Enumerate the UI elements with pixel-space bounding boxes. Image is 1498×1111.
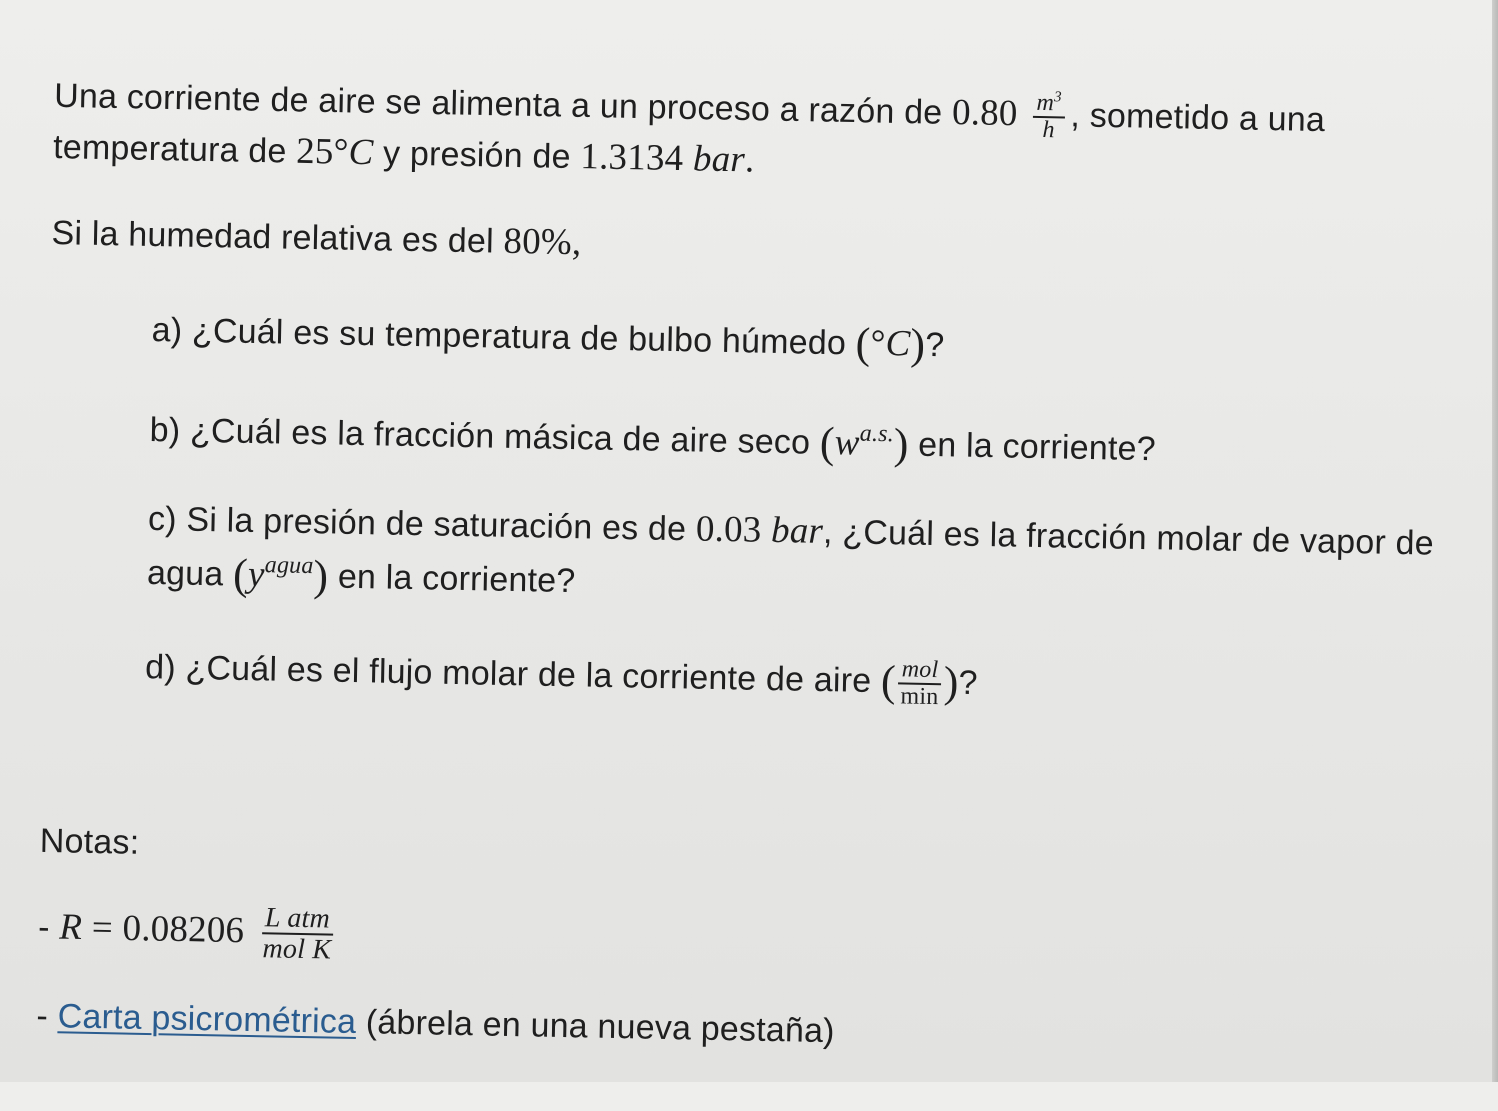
equals-sign: =: [91, 907, 114, 949]
flow-value: 0.80: [951, 91, 1018, 135]
intro-text-post: , sometido a una: [1070, 96, 1326, 140]
pressure-value: 1.3134: [579, 136, 684, 180]
mole-fraction-symbol: y: [247, 553, 265, 596]
question-b-text: b) ¿Cuál es la fracción másica de aire seco: [149, 410, 811, 462]
molar-flow-denominator: min: [900, 683, 939, 711]
humidity-line: [51, 213, 582, 263]
humidity-label: Si la humedad relativa es del: [51, 214, 495, 261]
gas-constant-line: [38, 899, 342, 966]
temperature-unit: C: [348, 131, 374, 174]
humidity-value: 80%: [503, 220, 573, 264]
mole-fraction-superscript: agua: [264, 552, 314, 580]
flow-unit-numerator: $m^3$: [1033, 90, 1065, 119]
question-c-mid: , ¿Cuál es la fracción molar de vapor de: [822, 512, 1435, 563]
degree-symbol: °: [870, 322, 886, 365]
question-c-line-2: agua $(y^{agua})$ en la corriente?: [146, 549, 576, 601]
question-a-text: a) ¿Cuál es su temperatura de bulbo húmedo: [151, 310, 847, 363]
question-c-end: en la corriente?: [337, 557, 576, 601]
molar-flow-unit-fraction: [897, 657, 942, 710]
psychrometric-chart-link[interactable]: Carta psicrométrica: [57, 997, 357, 1042]
mass-fraction-superscript: a.s.: [859, 420, 895, 448]
question-b-end: en la corriente?: [917, 425, 1157, 469]
comma: ,: [571, 222, 582, 264]
saturation-pressure-unit: bar: [770, 509, 824, 552]
gas-constant-value: 0.08206: [122, 907, 245, 952]
notes-heading: Notas:: [39, 821, 140, 862]
bullet-dash: -: [37, 908, 51, 947]
question-a-unit: C: [885, 323, 911, 365]
pressure-label: y presión de: [382, 134, 572, 176]
question-mark: ?: [924, 325, 945, 365]
question-c-agua: agua: [146, 553, 224, 594]
flow-unit-fraction: [1033, 90, 1065, 144]
period: .: [744, 139, 755, 181]
molar-flow-numerator: mol: [898, 657, 941, 685]
question-c-text: c) Si la presión de saturación es de: [147, 499, 687, 549]
monitor-bezel: [1492, 0, 1498, 1082]
question-d: d) ¿Cuál es el flujo molar de la corriente de aire ( $\frac{\text{mol}}{\min}$ )?: [144, 648, 979, 711]
question-d-text: d) ¿Cuál es el flujo molar de la corriente de aire: [144, 648, 872, 701]
pressure-unit: bar: [692, 138, 746, 181]
flow-unit-denominator: h: [1042, 117, 1055, 144]
chart-link-note: (ábrela en una nueva pestaña): [365, 1003, 836, 1051]
chart-link-line: [36, 996, 835, 1051]
mass-fraction-symbol: w: [834, 422, 860, 464]
question-c-line-1: [148, 499, 1435, 564]
saturation-pressure-value: 0.03: [695, 508, 762, 551]
gas-constant-symbol: R: [59, 906, 83, 949]
gas-constant-numerator: L atm: [262, 903, 334, 936]
gas-constant-unit-fraction: [259, 903, 335, 965]
gas-constant-denominator: mol K: [262, 933, 332, 966]
question-mark-d: ?: [958, 663, 979, 703]
question-b: b) ¿Cuál es la fracción másica de aire seco $(w^{a.s.})$ en la corriente?: [149, 410, 1157, 469]
bullet-dash-2: -: [36, 996, 49, 1036]
intro-text: Una corriente de aire se alimenta a un proceso a razón de: [53, 76, 943, 132]
temperature-value: 25°: [295, 130, 349, 173]
question-a: a) ¿Cuál es su temperatura de bulbo húmedo (°C)?: [151, 310, 945, 369]
temperature-label: temperatura de: [52, 128, 287, 171]
